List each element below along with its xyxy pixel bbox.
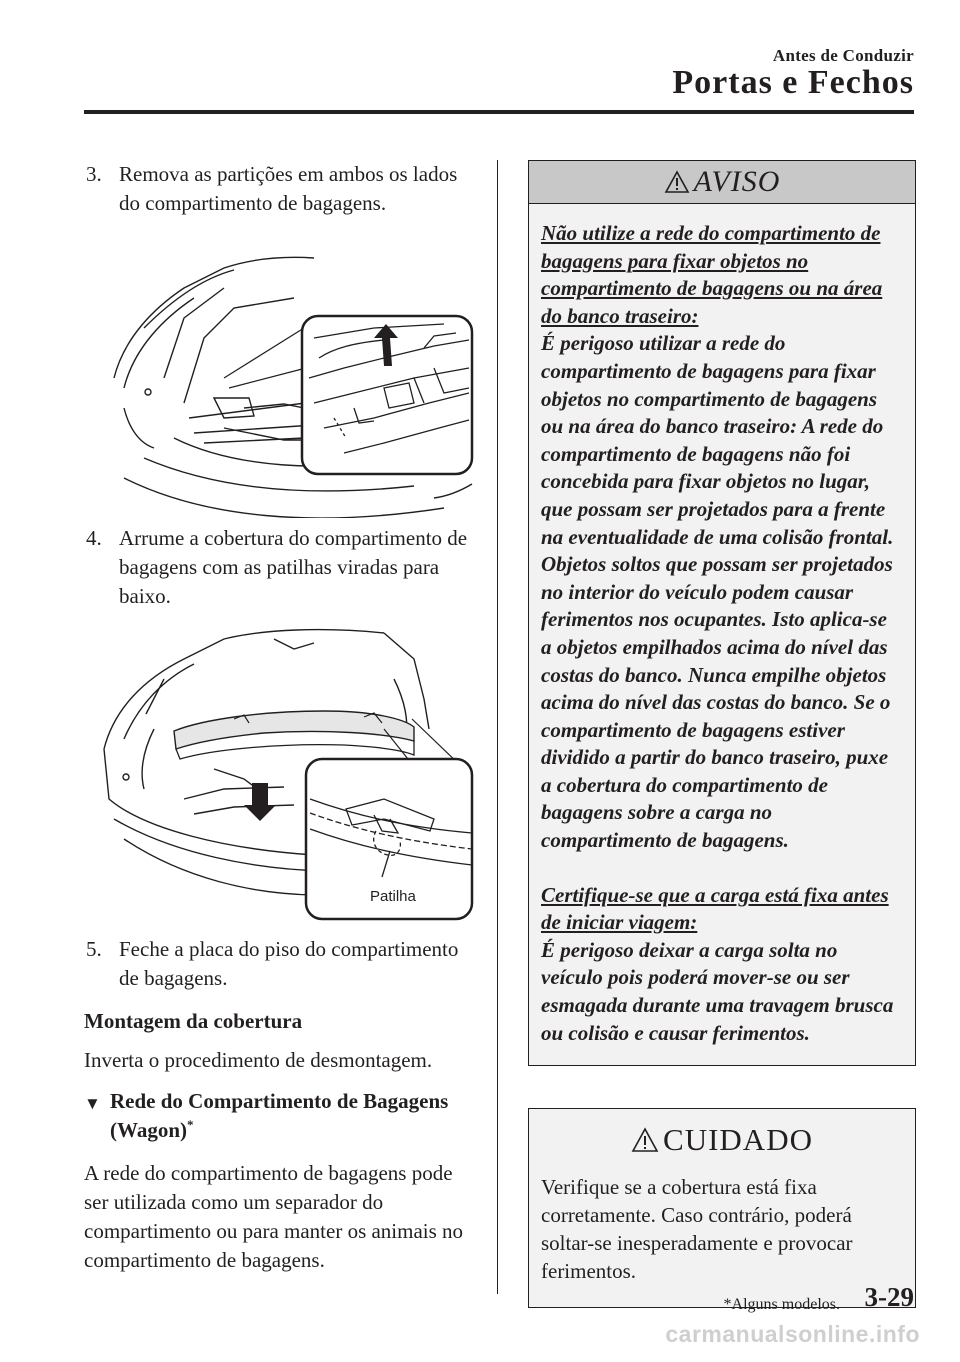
warning-text-1: É perigoso utilizar a rede do compartimento de bagagens para fixar objetos no compartimento de bagagens ou na área do banco traseiro: A rede do compartimento de bagagens não foi concebida para fixar objetos no lugar, que possam ser projetados para a frente na eventualidade de uma colisão frontal. Objetos soltos que possam ser projetados no interior do veículo podem causar ferimentos nos ocupantes. Isto aplica-se a objetos empilhados acima do nível das costas do banco. Nunca empilhe objetos acima do nível das costas do banco. Se o compartimento de bagagens estiver dividido a partir do banco traseiro, puxe a cobertura do compartimento de bagagens sobre a carga no compartimento de bagagens. <box>541 331 894 853</box>
header-section: Antes de Conduzir <box>772 46 914 65</box>
step-3 <box>84 160 476 218</box>
warning-text-2: É perigoso deixar a carga solta no veículo pois poderá mover-se ou ser esmagada durante uma travagem brusca ou colisão e causar ferimentos. <box>541 937 894 1045</box>
warning-body <box>529 204 915 1065</box>
subheading-text: Inverta o procedimento de desmontagem. <box>84 1048 433 1072</box>
column-divider <box>497 160 498 1294</box>
section-heading-label: Rede do Compartimento de Bagagens (Wagon) <box>110 1089 449 1142</box>
step-number: 5. <box>86 937 102 961</box>
warning-header <box>529 161 915 204</box>
step-number: 3. <box>86 162 102 186</box>
subheading-cover-assembly: Montagem da cobertura <box>84 1009 303 1033</box>
step-text: Arrume a cobertura do compartimento de bagagens com as patilhas viradas para baixo. <box>119 526 468 608</box>
section-heading <box>84 1087 476 1145</box>
section-heading-text <box>110 1087 476 1145</box>
brand-watermark: carmanualsonline.info <box>665 1321 920 1347</box>
step-number: 4. <box>86 526 102 550</box>
section-text: A rede do compartimento de bagagens pode ser utilizada como um separador do compartimento ou para manter os animais no compartimento de bagagens. <box>84 1161 464 1272</box>
warning-triangle-icon <box>664 170 690 194</box>
step-text: Remova as partições em ambos os lados do compartimento de bagagens. <box>119 162 458 215</box>
caution-box <box>528 1108 916 1308</box>
step-5 <box>84 935 476 993</box>
caution-triangle-icon <box>631 1127 659 1153</box>
warning-label: AVISO <box>693 165 781 198</box>
trunk-cover-illustration <box>84 619 476 923</box>
figure-trunk-cover <box>84 619 476 923</box>
caution-header <box>529 1109 915 1165</box>
right-column <box>528 160 916 1308</box>
warning-title-2: Certifique-se que a carga está fixa antes de iniciar viagem: <box>541 882 889 935</box>
left-column <box>84 160 476 1275</box>
warning-title-1: Não utilize a rede do compartimento de bagagens para fixar objetos no compartimento de bagagens ou na área do banco traseiro: <box>541 221 883 328</box>
trunk-partition-illustration <box>84 228 476 518</box>
figure-label-patilha: Patilha <box>370 888 416 905</box>
page-title: Portas e Fechos <box>672 64 914 101</box>
section-marker-icon: ▼ <box>84 1094 101 1113</box>
step-4 <box>84 524 476 611</box>
warning-box <box>528 160 916 1066</box>
figure-remove-partitions <box>84 228 476 518</box>
header-rule <box>84 110 914 114</box>
caution-text: Verifique se a cobertura está fixa corretamente. Caso contrário, poderá soltar-se inesperadamente e provocar ferimentos. <box>541 1175 853 1284</box>
section-heading-footnote-mark: * <box>187 1117 194 1132</box>
caution-label: CUIDADO <box>663 1122 813 1158</box>
page-number: 3-29 <box>864 1282 914 1312</box>
footnote: *Alguns modelos. <box>723 1296 840 1313</box>
step-text: Feche a placa do piso do compartimento de bagagens. <box>119 937 459 990</box>
